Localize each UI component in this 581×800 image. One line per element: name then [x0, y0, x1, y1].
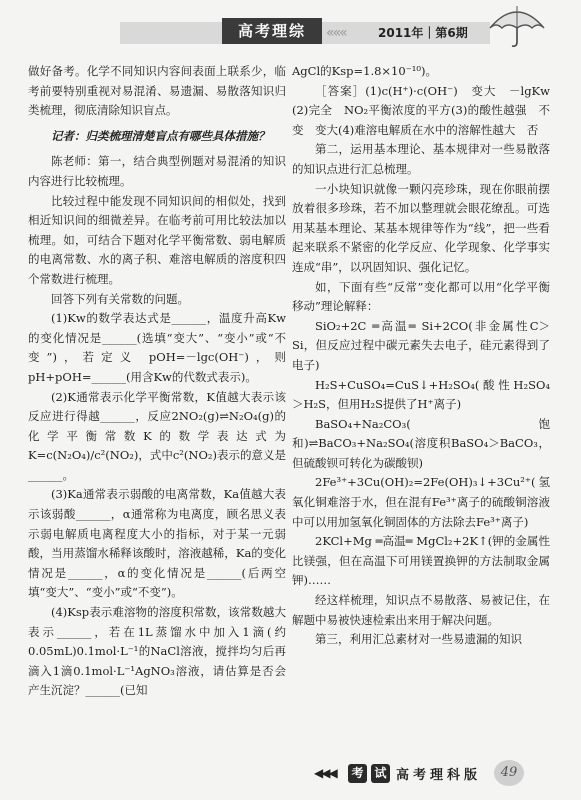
- paragraph: 一小块知识就像一颗闪亮珍珠，现在你眼前摆放着很多珍珠，若不加以整理就会眼花缭乱。可选用某基本理论、某基本规律等作为“线”，把一些看起来联系不紧密的化学反应、化学现象、化学事实连成“串”，以巩固知识、强化记忆。: [292, 181, 550, 274]
- question-1: (1)Kw的数学表达式是______，温度升高Kw的变化情况是______(选填“变大”、“变小”或“不变”)，若定义 pOH=－lgc(OH⁻)，则pH+pOH=______(用含Kw的代数式表示)。: [28, 311, 286, 384]
- right-column: [292, 62, 550, 650]
- equation-item: 2KCl+Mg ═高温═ MgCl₂+2K↑(钾的金属性比镁强，但在高温下可用镁置换钾的方法制取金属钾)……: [292, 534, 550, 588]
- question-3: (3)Ka通常表示弱酸的电离常数，Ka值越大表示该弱酸______，α通常称为电离度，顾名思义表示弱电解质电离程度大小的指标，对于某一元弱酸，当用蒸馏水稀释该酸时，溶液越稀，Ka的变化情况是______，α的变化情况是______(后两空填“变大”、“变小”或“不变”)。: [28, 487, 286, 600]
- paragraph: 经这样梳理，知识点不易散落、易被记住，在解题中易被快速检索出来用于解决问题。: [292, 593, 550, 627]
- footer-label: 高考理科版: [396, 768, 482, 783]
- question-4: (4)Ksp表示难溶物的溶度积常数，该常数越大表示______，若在1L蒸馏水中加入1滴(约0.05mL)0.1mol·L⁻¹的NaCl溶液，搅拌均匀后再滴入1滴0.1mol·L⁻¹AgNO₃溶液，请估算是否会产生沉淀？______(已知: [28, 605, 286, 698]
- journal-brand: 高考理综: [222, 18, 322, 44]
- arrow-left-icon: ◀◀◀: [314, 766, 336, 780]
- paragraph: 比较过程中能发现不同知识间的相似处，找到相近知识间的细微差异。在临考前可用比较法加以梳理。如，可结合下题对化学平衡常数、弱电解质的电离常数、水的离子积、难溶电解质的溶度积四个常数进行梳理。: [28, 193, 286, 286]
- paragraph: 第三，利用汇总素材对一些易遗漏的知识: [315, 632, 522, 647]
- page-number: 49: [494, 760, 524, 786]
- reporter-question: 记者：归类梳理清楚盲点有哪些具体措施？: [51, 128, 270, 143]
- equation-item: H₂S+CuSO₄=CuS↓+H₂SO₄(酸性H₂SO₄＞H₂S，但用H₂S提供了H⁺离子): [292, 377, 550, 412]
- page-header: [0, 0, 581, 48]
- issue-label: 2011年｜第6期: [378, 26, 468, 40]
- footer-box-shi: 试: [371, 764, 390, 783]
- question-2: (2)K通常表示化学平衡常数，K值越大表示该反应进行得越______，反应2NO₂(g)⇌N₂O₄(g)的化学平衡常数K的数学表达式为K=c(N₂O₄)/c²(NO₂)，式中c²(NO₂)表示的意义是______。: [28, 389, 286, 482]
- footer-box-kao: 考: [348, 764, 367, 783]
- paragraph: 第二，运用基本理论、基本规律对一些易散落的知识点进行汇总梳理。: [292, 142, 550, 176]
- equation-item: 2Fe³⁺+3Cu(OH)₂=2Fe(OH)₃↓+3Cu²⁺(氢氧化铜难溶于水，但在混有Fe³⁺离子的硫酸铜溶液中可以用加氢氧化铜固体的方法除去Fe³⁺离子): [292, 475, 550, 529]
- chevron-decoration: «««: [326, 25, 346, 41]
- equation-item: SiO₂+2C ═高温═ Si+2CO(非金属性C＞Si，但反应过程中碳元素失去电子，硅元素得到了电子): [292, 318, 550, 372]
- paragraph: 做好备考。化学不同知识内容间表面上联系少，临考前要特别重视对易混淆、易遗漏、易散落知识归类梳理，彻底清除知识盲点。: [28, 64, 286, 118]
- teacher-answer: 陈老师：第一，结合典型例题对易混淆的知识内容进行比较梳理。: [28, 154, 286, 188]
- page-footer: [300, 760, 570, 790]
- left-column: [28, 62, 286, 701]
- paragraph: 如，下面有些“反常”变化都可以用“化学平衡移动”理论解释：: [292, 279, 550, 314]
- paragraph: AgCl的Ksp=1.8×10⁻¹⁰)。: [292, 64, 437, 78]
- paragraph: 回答下列有关常数的问题。: [51, 291, 189, 306]
- umbrella-icon: [486, 2, 548, 48]
- equation-item: BaSO₄+Na₂CO₃(饱和)⇌BaCO₃+Na₂SO₄(溶度积BaSO₄＞BaCO₃，但硫酸钡可转化为碳酸钡): [292, 416, 550, 470]
- answer-block: ［答案］(1)c(H⁺)·c(OH⁻) 变大 －lgKw (2)完全 NO₂平衡浓度的平方(3)的酸性越强 不变 变大(4)难溶电解质在水中的溶解性越大 否: [292, 83, 550, 137]
